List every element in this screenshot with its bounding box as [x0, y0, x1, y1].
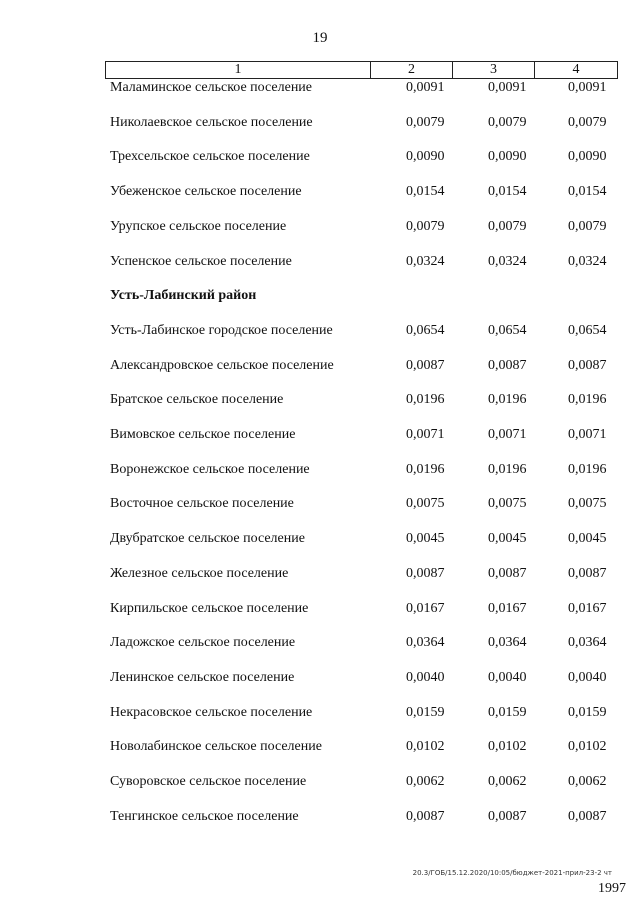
value-col-3: 0,0079	[488, 218, 527, 234]
value-col-3: 0,0324	[488, 253, 527, 269]
settlement-name: Новолабинское сельское поселение	[110, 739, 322, 755]
value-col-2: 0,0167	[406, 600, 445, 616]
footer-number: 1997	[598, 881, 626, 896]
value-col-4: 0,0167	[568, 600, 607, 616]
table-row	[0, 703, 640, 723]
value-col-4: 0,0062	[568, 774, 607, 789]
table-row	[0, 599, 640, 619]
settlement-name: Братское сельское поселение	[110, 392, 284, 408]
table-row	[0, 356, 640, 376]
settlement-name: Восточное сельское поселение	[110, 496, 294, 512]
value-col-3: 0,0087	[488, 357, 527, 373]
value-col-4: 0,0045	[568, 531, 607, 547]
district-heading-row	[0, 286, 640, 306]
header-col-1: 1	[106, 62, 371, 78]
value-col-3: 0,0090	[488, 149, 527, 165]
value-col-3: 0,0075	[488, 496, 527, 512]
value-col-2: 0,0324	[406, 253, 445, 269]
value-col-4: 0,0087	[568, 808, 607, 824]
value-col-3: 0,0364	[488, 635, 527, 651]
settlement-name: Урупское сельское поселение	[110, 218, 287, 234]
value-col-2: 0,0090	[406, 149, 445, 165]
value-col-4: 0,0159	[568, 704, 607, 720]
value-col-3: 0,0196	[488, 461, 527, 477]
settlement-name: Усть-Лабинское городское поселение	[110, 322, 333, 338]
table-header	[105, 61, 618, 79]
value-col-3: 0,0079	[488, 114, 527, 130]
value-col-3: 0,0167	[488, 600, 527, 616]
value-col-2: 0,0091	[406, 80, 445, 95]
table-row	[0, 321, 640, 341]
settlement-name: Ладожское сельское поселение	[110, 635, 296, 651]
table-row	[0, 425, 640, 445]
table-row	[0, 390, 640, 410]
settlement-name: Александровское сельское поселение	[110, 357, 334, 373]
settlement-name: Воронежское сельское поселение	[110, 461, 310, 477]
value-col-2: 0,0087	[406, 565, 445, 581]
value-col-2: 0,0102	[406, 739, 445, 755]
value-col-3: 0,0159	[488, 704, 527, 720]
page-number: 19	[312, 30, 328, 46]
footer-code: 20.3/ГОБ/15.12.2020/10:05/бюджет-2021-прил-23-2 чт	[412, 869, 612, 877]
table-row	[0, 217, 640, 237]
settlement-name: Суворовское сельское поселение	[110, 774, 307, 789]
settlement-name: Маламинское сельское поселение	[110, 80, 313, 95]
value-col-3: 0,0071	[488, 427, 527, 442]
settlement-name: Некрасовское сельское поселение	[110, 704, 313, 720]
value-col-2: 0,0075	[406, 496, 445, 512]
value-col-3: 0,0062	[488, 774, 527, 789]
value-col-4: 0,0102	[568, 739, 607, 755]
table-row	[0, 113, 640, 133]
value-col-2: 0,0071	[406, 427, 445, 442]
value-col-3: 0,0196	[488, 392, 527, 408]
value-col-4: 0,0091	[568, 80, 607, 95]
settlement-name: Трехсельское сельское поселение	[110, 149, 310, 165]
header-col-3: 3	[453, 62, 535, 78]
value-col-4: 0,0079	[568, 114, 607, 130]
value-col-3: 0,0087	[488, 565, 527, 581]
table-row	[0, 182, 640, 202]
value-col-2: 0,0364	[406, 635, 445, 651]
value-col-4: 0,0087	[568, 565, 607, 581]
value-col-4: 0,0087	[568, 357, 607, 373]
settlement-name: Вимовское сельское поселение	[110, 427, 296, 442]
settlement-name: Убеженское сельское поселение	[110, 184, 302, 200]
value-col-3: 0,0102	[488, 739, 527, 755]
value-col-2: 0,0079	[406, 114, 445, 130]
value-col-4: 0,0324	[568, 253, 607, 269]
value-col-4: 0,0090	[568, 149, 607, 165]
value-col-2: 0,0159	[406, 704, 445, 720]
value-col-3: 0,0654	[488, 322, 527, 338]
value-col-4: 0,0196	[568, 461, 607, 477]
value-col-3: 0,0087	[488, 808, 527, 824]
table-row	[0, 807, 640, 827]
value-col-4: 0,0364	[568, 635, 607, 651]
header-col-4: 4	[572, 62, 580, 77]
value-col-2: 0,0062	[406, 774, 445, 789]
table-row	[0, 772, 640, 792]
table-row	[0, 147, 640, 167]
value-col-4: 0,0154	[568, 184, 607, 200]
settlement-name: Усть-Лабинский район	[110, 288, 257, 304]
value-col-2: 0,0040	[406, 669, 445, 685]
value-col-4: 0,0079	[568, 218, 607, 234]
value-col-2: 0,0079	[406, 218, 445, 234]
table-row	[0, 529, 640, 549]
value-col-4: 0,0654	[568, 322, 607, 338]
table-row	[0, 252, 640, 272]
settlement-name: Ленинское сельское поселение	[110, 669, 295, 685]
value-col-2: 0,0087	[406, 808, 445, 824]
value-col-2: 0,0045	[406, 531, 445, 547]
value-col-2: 0,0087	[406, 357, 445, 373]
table-row	[0, 494, 640, 514]
value-col-2: 0,0654	[406, 322, 445, 338]
value-col-3: 0,0045	[488, 531, 527, 547]
value-col-3: 0,0091	[488, 80, 527, 95]
table-row	[0, 564, 640, 584]
settlement-name: Железное сельское поселение	[110, 565, 289, 581]
table-row	[0, 460, 640, 480]
value-col-2: 0,0154	[406, 184, 445, 200]
value-col-3: 0,0154	[488, 184, 527, 200]
value-col-4: 0,0071	[568, 427, 607, 442]
value-col-4: 0,0075	[568, 496, 607, 512]
settlement-name: Двубратское сельское поселение	[110, 531, 305, 547]
table-row	[0, 633, 640, 653]
settlement-name: Николаевское сельское поселение	[110, 114, 313, 130]
header-col-2: 2	[371, 62, 453, 78]
settlement-name: Тенгинское сельское поселение	[110, 808, 299, 824]
table-row	[0, 78, 640, 98]
settlement-name: Кирпильское сельское поселение	[110, 600, 309, 616]
table-row	[0, 737, 640, 757]
value-col-4: 0,0196	[568, 392, 607, 408]
value-col-2: 0,0196	[406, 461, 445, 477]
value-col-2: 0,0196	[406, 392, 445, 408]
value-col-3: 0,0040	[488, 669, 527, 685]
value-col-4: 0,0040	[568, 669, 607, 685]
settlement-name: Успенское сельское поселение	[110, 253, 292, 269]
table-row	[0, 668, 640, 688]
